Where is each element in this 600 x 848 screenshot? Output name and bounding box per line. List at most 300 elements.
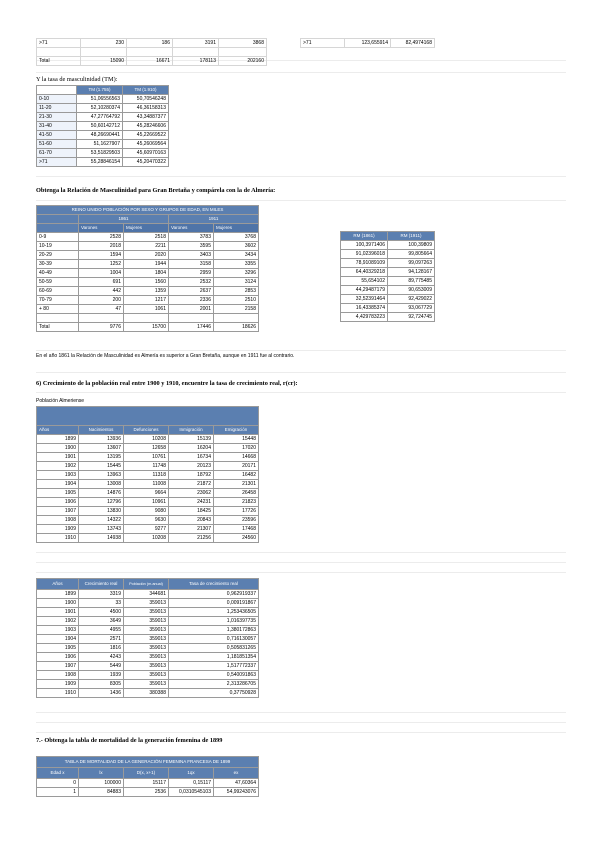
table-header-row [37, 215, 259, 224]
table-row [37, 39, 267, 48]
cell: 1901 [37, 608, 79, 617]
cell: 13008 [79, 480, 124, 489]
grid-line [36, 562, 566, 563]
cell: 93,067729 [388, 304, 435, 313]
grid-line [36, 712, 566, 713]
cell: 17468 [214, 525, 259, 534]
row-label: Total [37, 323, 79, 332]
cell: 15700 [124, 323, 169, 332]
row-label: >71 [301, 39, 345, 48]
cell: 2211 [124, 242, 169, 251]
cell: 16482 [214, 471, 259, 480]
cell: 359013 [124, 635, 169, 644]
table-row [37, 462, 259, 471]
cell: 13830 [79, 507, 124, 516]
table-row [37, 644, 259, 653]
cell: 2959 [169, 269, 214, 278]
cell: 1804 [124, 269, 169, 278]
table-row [341, 259, 435, 268]
cell: 11008 [124, 480, 169, 489]
cell: 0,716130057 [169, 635, 259, 644]
cell: 3403 [169, 251, 214, 260]
cell: 5449 [79, 662, 124, 671]
cell: 21872 [169, 480, 214, 489]
cell: 11748 [124, 462, 169, 471]
cell: 9664 [124, 489, 169, 498]
table-row [37, 305, 259, 314]
cell: 45,26069564 [123, 140, 169, 149]
cell: 1061 [124, 305, 169, 314]
table-header-row [37, 579, 259, 590]
cell: 47 [79, 305, 124, 314]
cell: 48,26690441 [77, 131, 123, 140]
cell: 4243 [79, 653, 124, 662]
cell: 8305 [79, 680, 124, 689]
cell: 10208 [124, 534, 169, 543]
cell: 3595 [169, 242, 214, 251]
cell: 12796 [79, 498, 124, 507]
cell: 202160 [219, 57, 267, 66]
cell: 24231 [169, 498, 214, 507]
cell: 1907 [37, 507, 79, 516]
cell: 359013 [124, 608, 169, 617]
cell: 1906 [37, 653, 79, 662]
table-title: REINO UNIDO POBLACIÓN POR SEXO Y GRUPOS DE EDAD, EN MILES [37, 206, 259, 215]
table-row [37, 507, 259, 516]
cell: 90,653009 [388, 286, 435, 295]
cell: 2,313286705 [169, 680, 259, 689]
grid-line [36, 722, 566, 723]
cell: 20123 [169, 462, 214, 471]
cell: 45,28246606 [123, 122, 169, 131]
cell: 0,0310545103 [169, 788, 214, 797]
table-row [37, 626, 259, 635]
cell: 15117 [124, 779, 169, 788]
mortality-title: 7.- Obtenga la tabla de mortalidad de la generación femenina de 1899 [36, 737, 223, 744]
cell: 89,775485 [388, 277, 435, 286]
row-label: 70-79 [37, 296, 79, 305]
cell: 359013 [124, 599, 169, 608]
cell: 359013 [124, 617, 169, 626]
table-row [37, 525, 259, 534]
cell: 123,655914 [345, 39, 391, 48]
column-header: Varones [79, 224, 124, 233]
table-row [37, 158, 169, 167]
table-row [37, 779, 259, 788]
cell: 52,10280374 [77, 104, 123, 113]
cell: 45,22669522 [123, 131, 169, 140]
table-row [37, 435, 259, 444]
row-label: 11-20 [37, 104, 77, 113]
table-row [37, 149, 169, 158]
cell: 100,3971406 [341, 241, 388, 250]
table-row [37, 287, 259, 296]
cell: 9776 [79, 323, 124, 332]
cell: 23596 [214, 516, 259, 525]
row-label: 31-40 [37, 122, 77, 131]
mortality-table [36, 756, 259, 797]
cell: 0,505831265 [169, 644, 259, 653]
almeria-population-table [36, 406, 259, 543]
table-header-row [37, 757, 259, 768]
grid-line [36, 392, 566, 393]
cell: 0,540091863 [169, 671, 259, 680]
cell: 18626 [214, 323, 259, 332]
cell: 20171 [214, 462, 259, 471]
table-row [37, 635, 259, 644]
cell: 18792 [169, 471, 214, 480]
cell: 9080 [124, 507, 169, 516]
cell: 359013 [124, 680, 169, 689]
column-header: Defunciones [124, 426, 169, 435]
cell: 18425 [169, 507, 214, 516]
cell: 1904 [37, 480, 79, 489]
column-header: Años [37, 426, 79, 435]
grid-line [36, 200, 566, 201]
column-header: Años [37, 579, 79, 590]
cell: 3124 [214, 278, 259, 287]
table-header-row [37, 407, 259, 426]
table-row [37, 113, 169, 122]
cell: 21307 [169, 525, 214, 534]
table-row [37, 480, 259, 489]
cell: 0,37750928 [169, 689, 259, 698]
cell: 50,70546248 [123, 95, 169, 104]
table-row [301, 39, 435, 48]
cell: 91,02396018 [341, 250, 388, 259]
column-header: Emigración [214, 426, 259, 435]
cell: 32,52391464 [341, 295, 388, 304]
table-row [37, 680, 259, 689]
cell: 23062 [169, 489, 214, 498]
table-row [37, 689, 259, 698]
table-row [37, 323, 259, 332]
table-row [37, 498, 259, 507]
cell: 51,06556563 [77, 95, 123, 104]
cell: 15445 [79, 462, 124, 471]
cell: 1910 [37, 534, 79, 543]
uk-population-table [36, 205, 259, 332]
cell: 1904 [37, 635, 79, 644]
row-label: 0-9 [37, 233, 79, 242]
cell: 3768 [214, 233, 259, 242]
table-row [341, 295, 435, 304]
top-side-table [300, 38, 435, 48]
table-row [37, 444, 259, 453]
uk-title: Obtenga la Relación de Masculinidad para Gran Bretaña y compárela con la de Almería: [36, 187, 276, 194]
cell: 230 [81, 39, 127, 48]
grid-line [36, 732, 566, 733]
cell: 2532 [169, 278, 214, 287]
row-label: 21-30 [37, 113, 77, 122]
column-header: 1qx [169, 768, 214, 779]
year-header: 1861 [79, 215, 169, 224]
cell: 1902 [37, 617, 79, 626]
grid-line [36, 552, 566, 553]
cell: 10208 [124, 435, 169, 444]
table-row [37, 617, 259, 626]
cell: 16734 [169, 453, 214, 462]
cell: 45,20470322 [123, 158, 169, 167]
cell: 47,27764792 [77, 113, 123, 122]
cell: 1 [37, 788, 79, 797]
column-header: RM (1861) [341, 232, 388, 241]
row-label: >71 [37, 158, 77, 167]
cell: 0 [37, 779, 79, 788]
column-header: ex [214, 768, 259, 779]
cell: 21256 [169, 534, 214, 543]
table-row [37, 296, 259, 305]
cell: 24560 [214, 534, 259, 543]
table-row [37, 788, 259, 797]
column-header: Edad x [37, 768, 79, 779]
cell: 3355 [214, 260, 259, 269]
cell: 1899 [37, 590, 79, 599]
table-header-row [37, 224, 259, 233]
cell: 3649 [79, 617, 124, 626]
table-row [37, 122, 169, 131]
cell: 380388 [124, 689, 169, 698]
cell: 2158 [214, 305, 259, 314]
cell: 3434 [214, 251, 259, 260]
cell: 1905 [37, 489, 79, 498]
column-header: Tasa de crecimiento real [169, 579, 259, 590]
table-row [341, 286, 435, 295]
cell: 0,962919337 [169, 590, 259, 599]
cell: 0,009191867 [169, 599, 259, 608]
grid-line [36, 350, 566, 351]
cell: 359013 [124, 662, 169, 671]
cell: 64,40329218 [341, 268, 388, 277]
tm-title: Y la tasa de masculinidad (TM): [36, 76, 118, 83]
table-row [341, 268, 435, 277]
cell: 4,429783223 [341, 313, 388, 322]
cell: 9630 [124, 516, 169, 525]
table-title: TABLA DE MORTALIDAD DE LA GENERACIÓN FEMENINA FRANCESA DE 1899 [37, 757, 259, 768]
grid-line [36, 372, 566, 373]
table-row [37, 104, 169, 113]
table-row [37, 608, 259, 617]
row-label: + 80 [37, 305, 79, 314]
cell: 14938 [79, 534, 124, 543]
cell: 100,39809 [388, 241, 435, 250]
cell: 2020 [124, 251, 169, 260]
column-header: Inmigración [169, 426, 214, 435]
cell: 99,805664 [388, 250, 435, 259]
table-row [37, 590, 259, 599]
cell: 1004 [79, 269, 124, 278]
table-row [37, 489, 259, 498]
cell: 1560 [124, 278, 169, 287]
column-header: D(x, x+1) [124, 768, 169, 779]
table-row [37, 471, 259, 480]
row-label: 40-49 [37, 269, 79, 278]
growth-subtitle: Población Almeriense [36, 398, 85, 404]
cell: 1,016397735 [169, 617, 259, 626]
tm-table [36, 85, 169, 167]
cell: 442 [79, 287, 124, 296]
cell: 94,128167 [388, 268, 435, 277]
cell: 178113 [173, 57, 219, 66]
cell: 45,60970163 [123, 149, 169, 158]
cell: 17020 [214, 444, 259, 453]
cell: 1816 [79, 644, 124, 653]
column-header: Crecimiento real [79, 579, 124, 590]
table-row [341, 277, 435, 286]
table-row [37, 242, 259, 251]
cell: 1900 [37, 444, 79, 453]
cell: 200 [79, 296, 124, 305]
table-header-row [341, 232, 435, 241]
cell: 344681 [124, 590, 169, 599]
table-row [37, 662, 259, 671]
cell: 2018 [79, 242, 124, 251]
cell: 11318 [124, 471, 169, 480]
cell: 1252 [79, 260, 124, 269]
row-label: 20-29 [37, 251, 79, 260]
column-header: RM (1911) [388, 232, 435, 241]
cell: 46,36158313 [123, 104, 169, 113]
column-header: lx [79, 768, 124, 779]
cell: 26458 [214, 489, 259, 498]
table-row [37, 233, 259, 242]
table-row [341, 313, 435, 322]
cell: 14322 [79, 516, 124, 525]
cell: 1909 [37, 680, 79, 689]
column-header: Población (m.anual) [124, 579, 169, 590]
table-row [37, 599, 259, 608]
cell: 3868 [219, 39, 267, 48]
top-table [36, 38, 267, 66]
table-row [341, 304, 435, 313]
cell: 2536 [124, 788, 169, 797]
cell: 13963 [79, 471, 124, 480]
cell: 99,097263 [388, 259, 435, 268]
year-header: 1911 [169, 215, 259, 224]
column-header: Mujeres [124, 224, 169, 233]
cell: 16,43385374 [341, 304, 388, 313]
cell: 1902 [37, 462, 79, 471]
uk-note: En el año 1861 la Relación de Masculinidad es Almería es superior a Gran Bretaña, aunque en 1911 fue al contrario. [36, 353, 295, 359]
cell: 55,654102 [341, 277, 388, 286]
cell: 13195 [79, 453, 124, 462]
cell: 1359 [124, 287, 169, 296]
cell: 12658 [124, 444, 169, 453]
cell: 55,28846154 [77, 158, 123, 167]
rm-table [340, 231, 435, 322]
cell: 2001 [169, 305, 214, 314]
cell: 1,253436505 [169, 608, 259, 617]
table-row [37, 57, 267, 66]
cell: 44,29487179 [341, 286, 388, 295]
cell: 17446 [169, 323, 214, 332]
cell: 9277 [124, 525, 169, 534]
cell: 10761 [124, 453, 169, 462]
cell: 3158 [169, 260, 214, 269]
cell: 16204 [169, 444, 214, 453]
table-row [37, 260, 259, 269]
column-header: Nacimientos [79, 426, 124, 435]
table-row [37, 131, 169, 140]
table-row [37, 453, 259, 462]
row-label: 10-19 [37, 242, 79, 251]
grid-line [36, 176, 566, 177]
cell: 359013 [124, 644, 169, 653]
cell: 1910 [37, 689, 79, 698]
cell: 20843 [169, 516, 214, 525]
column-header: TM (1.755) [77, 86, 123, 95]
cell: 1908 [37, 516, 79, 525]
table-row [341, 241, 435, 250]
cell: 3191 [173, 39, 219, 48]
cell: 691 [79, 278, 124, 287]
cell: 15448 [214, 435, 259, 444]
row-label: 50-59 [37, 278, 79, 287]
cell: 21301 [214, 480, 259, 489]
cell: 43,34887377 [123, 113, 169, 122]
cell: 15139 [169, 435, 214, 444]
row-label: 60-69 [37, 287, 79, 296]
cell: 17726 [214, 507, 259, 516]
cell: 82,4974168 [391, 39, 435, 48]
cell: 15090 [81, 57, 127, 66]
cell: 2510 [214, 296, 259, 305]
cell: 1899 [37, 435, 79, 444]
cell: 1903 [37, 471, 79, 480]
cell: 100000 [79, 779, 124, 788]
cell: 3783 [169, 233, 214, 242]
cell: 1907 [37, 662, 79, 671]
row-label: 61-70 [37, 149, 77, 158]
cell: 1,380172863 [169, 626, 259, 635]
cell: 14876 [79, 489, 124, 498]
cell: 359013 [124, 626, 169, 635]
table-header-row [37, 206, 259, 215]
cell: 1906 [37, 498, 79, 507]
cell: 0,15117 [169, 779, 214, 788]
growth-title: 6) Crecimiento de la población real entre 1900 y 1910, encuentre la tasa de crecimiento real, r(cr): [36, 380, 298, 387]
cell: 84883 [79, 788, 124, 797]
cell: 2518 [124, 233, 169, 242]
cell: 50,60142712 [77, 122, 123, 131]
table-header-row [37, 86, 169, 95]
table-row [37, 269, 259, 278]
cell: 78,91089109 [341, 259, 388, 268]
cell: 92,429022 [388, 295, 435, 304]
column-header: TM (1.910) [123, 86, 169, 95]
cell: 51,1627907 [77, 140, 123, 149]
column-header: Mujeres [214, 224, 259, 233]
cell: 2637 [169, 287, 214, 296]
cell: 2336 [169, 296, 214, 305]
cell: 13936 [79, 435, 124, 444]
table-row [37, 653, 259, 662]
table-header-row [37, 768, 259, 779]
cell: 4500 [79, 608, 124, 617]
cell: 1909 [37, 525, 79, 534]
cell: 14668 [214, 453, 259, 462]
spacer-row [37, 314, 259, 323]
cell: 13743 [79, 525, 124, 534]
cell: 47,60364 [214, 779, 259, 788]
table-row [37, 516, 259, 525]
cell: 1217 [124, 296, 169, 305]
row-label: 41-50 [37, 131, 77, 140]
cell: 1939 [79, 671, 124, 680]
cell: 1,517772337 [169, 662, 259, 671]
row-label: Total [37, 57, 81, 66]
cell: 359013 [124, 671, 169, 680]
